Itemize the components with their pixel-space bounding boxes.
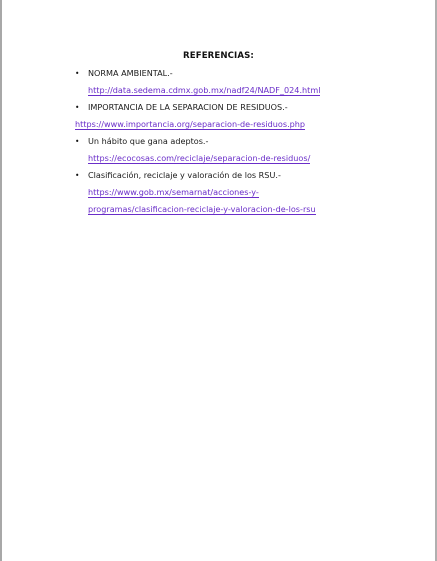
reference-url-line [88, 153, 310, 164]
reference-link[interactable]: https://www.importancia.org/separacion-de-residuos.php [75, 119, 306, 129]
reference-url-line [88, 85, 320, 96]
reference-link[interactable]: http://data.sedema.cdmx.gob.mx/nadf24/NADF_024.html [88, 85, 321, 95]
reference-url-line [88, 204, 316, 215]
bullet-icon: • [75, 171, 80, 180]
reference-title: IMPORTANCIA DE LA SEPARACION DE RESIDUOS.- [88, 102, 288, 112]
bullet-icon: • [75, 137, 80, 146]
references-heading: REFERENCIAS: [183, 51, 254, 61]
reference-link[interactable]: https://www.gob.mx/semarnat/acciones-y- [88, 187, 259, 197]
bullet-icon: • [75, 69, 80, 78]
reference-title: Clasificación, reciclaje y valoración de los RSU.- [88, 170, 281, 180]
bullet-icon: • [75, 103, 80, 112]
page-edge-left [0, 0, 2, 561]
reference-title: Un hábito que gana adeptos.- [88, 136, 209, 146]
reference-url-line [75, 119, 305, 130]
reference-link-continuation[interactable]: programas/clasificacion-reciclaje-y-valoracion-de-los-rsu [88, 204, 316, 214]
reference-title: NORMA AMBIENTAL.- [88, 68, 173, 78]
reference-link[interactable]: https://ecocosas.com/reciclaje/separacion-de-residuos/ [88, 153, 311, 163]
reference-url-line [88, 187, 259, 198]
